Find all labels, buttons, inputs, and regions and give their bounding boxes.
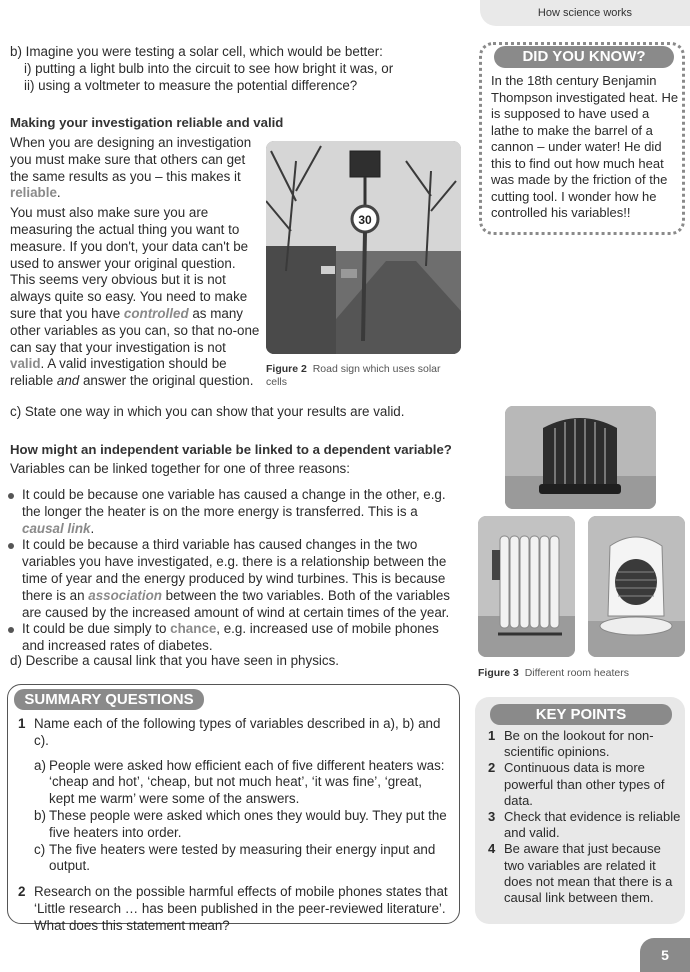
text-run: , e.g. increased use of mobile phones and increased rates of diabetes. <box>22 621 439 654</box>
figure-3-caption <box>478 665 629 682</box>
key-point-number: 2 <box>488 760 496 776</box>
question-b-text: b) Imagine you were testing a solar cell, which would be better: <box>10 44 383 59</box>
key-point-text: Be on the lookout for non-scientific opinions. <box>504 728 654 760</box>
question-b <box>10 44 470 94</box>
question-c: c) State one way in which you can show that your results are valid. <box>10 404 405 419</box>
summary-questions-title: SUMMARY QUESTIONS <box>14 689 204 710</box>
key-point-item <box>488 760 682 809</box>
text-run: You must also make sure you are measuring the actual thing you want to measure. If you don't, your data can't be used to answer your original question. This seems very obvious but it is not always quite so easy. You need to make sure that you have <box>10 205 249 321</box>
key-point-number: 4 <box>488 841 496 857</box>
variable-links-intro: Variables can be linked together for one of three reasons: <box>10 461 350 476</box>
text-run: . A valid investigation should be reliable <box>10 356 227 389</box>
section-title: How science works <box>537 7 633 19</box>
text-run: between the two variables. Both of the variables are caused by the increased amount of wind at certain times of the year. <box>22 587 451 620</box>
question-b-option-i: i) putting a light bulb into the circuit to see how bright it was, or <box>24 60 394 76</box>
sub-question-letter: b) <box>34 807 46 823</box>
term-valid: valid <box>10 356 41 372</box>
bullet-dot <box>8 543 14 549</box>
did-you-know-title: DID YOU KNOW? <box>494 46 674 68</box>
road-sign-illustration <box>266 141 461 354</box>
reliable-paragraph-2 <box>10 205 262 390</box>
text-run: It could be because a third variable has caused changes in the two variables you have investigated, e.g. there is a relationship between the time of year and the energy produced by wind turbines. This is because there is an <box>22 537 447 603</box>
question-2-text: Research on the possible harmful effects of mobile phones states that ‘Little research … has been published in the peer-reviewed literature’. What does this statement mean? <box>34 884 448 933</box>
figure-3-text: Different room heaters <box>524 667 629 679</box>
section-header-tab <box>480 0 690 26</box>
key-point-item <box>488 809 682 841</box>
sub-question-letter: c) <box>34 841 46 857</box>
text-run: It could be due simply to <box>22 621 171 637</box>
text-run: answer the original question. <box>79 373 254 389</box>
heading-variable-links: How might an independent variable be linked to a dependent variable? <box>10 442 452 457</box>
term-association: association <box>88 587 162 603</box>
bullet-dot <box>8 493 14 499</box>
sub-question-letter: a) <box>34 757 46 773</box>
reliable-paragraph-1 <box>10 135 262 202</box>
variable-link-reasons <box>8 487 458 655</box>
summary-question-1 <box>18 716 448 875</box>
did-you-know-text: In the 18th century Benjamin Thompson investigated heat. He is supposed to have used a lathe to make the barrel of a cannon – under water! He did this to find out how much heat was made by the friction of the cutting tool. I wonder how he controlled his variables!! <box>491 73 679 220</box>
figure-2-label: Figure 2 <box>266 363 307 375</box>
key-point-item <box>488 728 682 760</box>
text-run: . <box>90 520 95 536</box>
sub-question-text: The five heaters were tested by measuring their energy input and output. <box>49 841 436 874</box>
list-item <box>8 487 458 537</box>
term-reliable: reliable <box>10 185 57 201</box>
figure-2-caption <box>266 363 456 389</box>
sub-question-text: People were asked how efficient each of five different heaters was: ‘cheap and hot’, ‘cheap, but not much heat’, ‘it was fine’, ‘great, kept me warm’ were some of the answers. <box>49 757 445 807</box>
text-run: as many other variables as you can, so that no-one can say that your investigation is not <box>10 305 260 355</box>
sign-speed-value: 30 <box>358 213 372 227</box>
halogen-heater-illustration <box>505 406 656 509</box>
bullet-dot <box>8 627 14 633</box>
sub-question-text: These people were asked which ones they would buy. They put the five heaters into order. <box>49 807 447 840</box>
emphasis-and: and <box>56 373 80 389</box>
key-point-number: 3 <box>488 809 496 825</box>
question-1b <box>34 808 448 842</box>
list-item <box>8 621 458 655</box>
fan-heater-illustration <box>588 516 685 657</box>
question-number: 2 <box>18 884 26 900</box>
key-points-list <box>488 728 682 906</box>
question-d: d) Describe a causal link that you have seen in physics. <box>10 653 339 668</box>
figure-2-text: Road sign which uses solar cells <box>266 363 441 388</box>
term-causal-link: causal link <box>22 520 91 536</box>
summary-questions-content <box>18 716 448 935</box>
question-1a <box>34 758 448 808</box>
halogen-heater-photo <box>505 406 656 509</box>
oil-radiator-photo <box>478 516 575 657</box>
figure-3-label: Figure 3 <box>478 667 519 679</box>
key-point-text: Check that evidence is reliable and valid. <box>504 809 681 841</box>
term-chance: chance <box>170 621 217 637</box>
term-controlled: controlled <box>123 305 189 321</box>
key-point-item <box>488 841 682 906</box>
summary-question-2 <box>18 884 448 934</box>
question-b-option-ii: ii) using a voltmeter to measure the potential difference? <box>24 77 358 93</box>
text-run: When you are designing an investigation you must make sure that others can get the same results as you – this makes it <box>10 135 252 184</box>
key-point-text: Be aware that just because two variables are related it does not mean that there is a causal link between them. <box>504 841 673 906</box>
question-number: 1 <box>18 716 26 731</box>
question-1-text: Name each of the following types of variables described in a), b) and c). <box>34 716 441 748</box>
oil-radiator-illustration <box>478 516 575 657</box>
key-point-text: Continuous data is more powerful than other types of data. <box>504 760 665 808</box>
page-number: 5 <box>640 938 690 972</box>
text-run: It could be because one variable has caused a change in the other, e.g. the longer the heater is on the more energy is transferred. This is a <box>22 487 446 519</box>
reliable-valid-body <box>10 135 262 393</box>
fan-heater-photo <box>588 516 685 657</box>
key-points-title: KEY POINTS <box>490 704 672 725</box>
text-run: . <box>56 185 61 201</box>
list-item <box>8 537 458 621</box>
road-sign-photo <box>266 141 461 354</box>
question-1c <box>34 842 448 876</box>
heading-reliable-valid: Making your investigation reliable and valid <box>10 115 284 130</box>
key-point-number: 1 <box>488 728 496 743</box>
